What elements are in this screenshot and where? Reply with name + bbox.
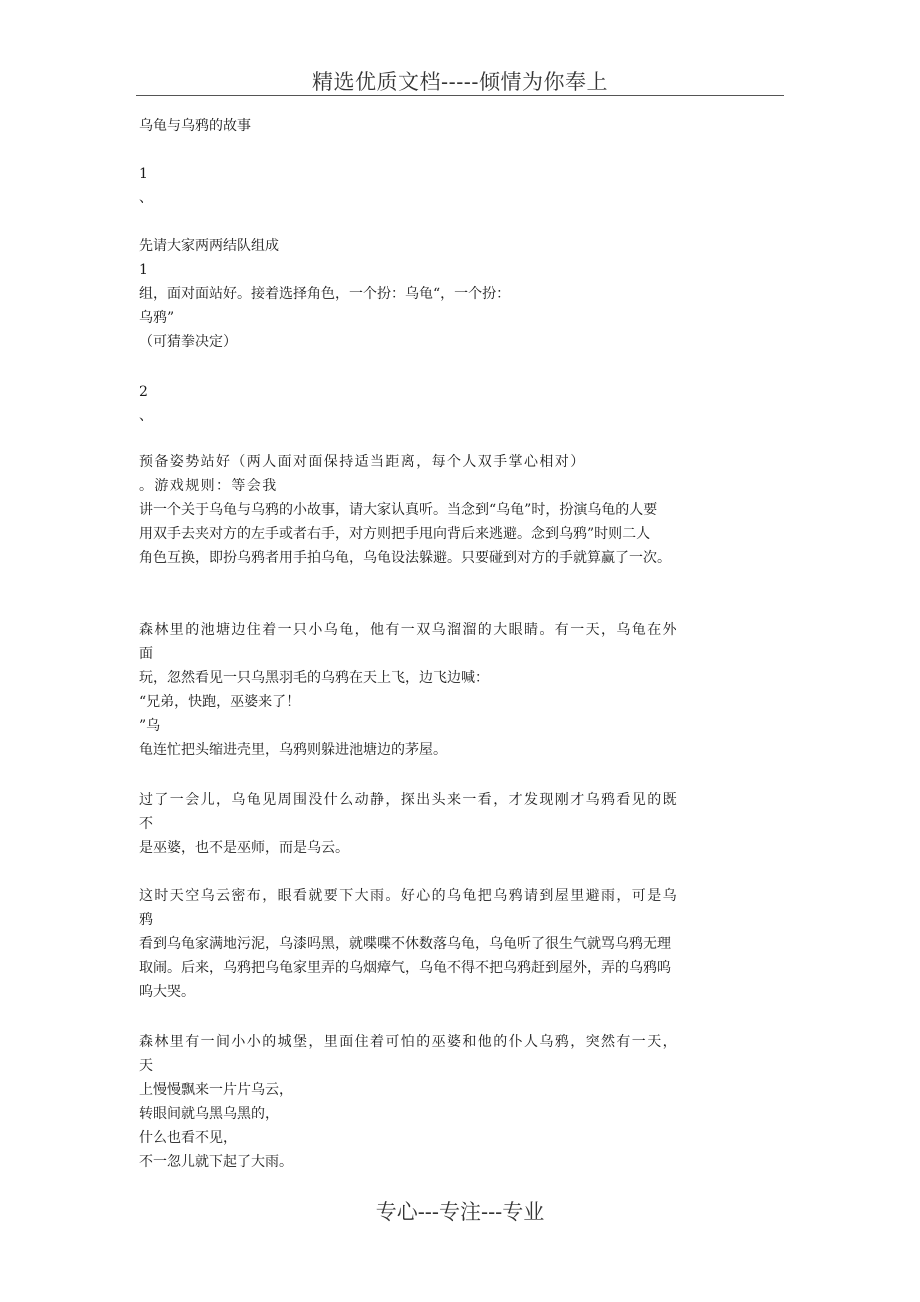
document-title: 乌龟与乌鸦的故事 [139,118,251,134]
text-line: “兄弟，快跑，巫婆来了！ [139,694,301,710]
text-line: 是巫婆，也不是巫师，而是乌云。 [139,840,349,856]
page-footer: 专心---专注---专业 [375,1200,545,1224]
text-line: 什么也看不见， [139,1130,237,1146]
text-line: 看到乌龟家满地污泥，乌漆吗黑，就喋喋不休数落乌龟，乌龟听了很生气就骂乌鸦无理 [139,936,671,952]
text-line: 乌鸦” [139,310,175,326]
text-line: 角色互换，即扮乌鸦者用手拍乌龟，乌龟设法躲避。只要碰到对方的手就算赢了一次。 [139,550,671,566]
text-line: 先请大家两两结队组成 [139,238,279,254]
text-line: 龟连忙把头缩进壳里，乌鸦则躲进池塘边的茅屋。 [139,742,447,758]
text-line: 讲一个关于乌龟与乌鸦的小故事，请大家认真听。当念到“乌龟”时，扮演乌龟的人要 [139,502,658,518]
step-number: 1 [139,166,148,182]
text-line: 组，面对面站好。接着选择角色，一个扮：乌龟“，一个扮： [139,286,511,302]
text-line: 呜大哭。 [139,984,195,1000]
step-mark: 、 [139,408,153,424]
text-line: 不一忽儿就下起了大雨。 [139,1154,293,1170]
text-line: 过了一会儿，乌龟见周围没什么动静，探出头来一看，才发现刚才乌鸦看见的既 [139,792,678,808]
text-line: 天 [139,1058,153,1074]
text-line: 转眼间就乌黑乌黑的， [139,1106,279,1122]
text-line: 鸦 [139,912,153,928]
text-line: 这时天空乌云密布，眼看就要下大雨。好心的乌龟把乌鸦请到屋里避雨，可是乌 [139,888,678,904]
text-line: 1 [139,262,148,278]
text-line: 玩，忽然看见一只乌黑羽毛的乌鸦在天上飞，边飞边喊： [139,670,489,686]
text-line: 森林里有一间小小的城堡，里面住着可怕的巫婆和他的仆人乌鸦，突然有一天， [139,1034,678,1050]
text-line: （可猜拳决定） [139,334,237,350]
page-header: 精选优质文档-----倾情为你奉上 [312,70,608,94]
text-line: 。游戏规则：等会我 [139,478,278,494]
step-number: 2 [139,384,148,400]
text-line: 面 [139,646,153,662]
text-line: 取闹。后来，乌鸦把乌龟家里弄的乌烟瘴气，乌龟不得不把乌鸦赶到屋外，弄的乌鸦呜 [139,960,671,976]
text-line: 预备姿势站好（两人面对面保持适当距离，每个人双手掌心相对） [139,454,586,470]
text-line: 森林里的池塘边住着一只小乌龟，他有一双乌溜溜的大眼睛。有一天，乌龟在外 [139,622,678,638]
header-divider [136,95,784,96]
text-line: 上慢慢飘来一片片乌云， [139,1082,293,1098]
text-line: 用双手去夹对方的左手或者右手，对方则把手甩向背后来逃避。念到乌鸦”时则二人 [139,526,651,542]
text-line: 不 [139,816,153,832]
step-mark: 、 [139,190,153,206]
text-line: ”乌 [139,718,161,734]
